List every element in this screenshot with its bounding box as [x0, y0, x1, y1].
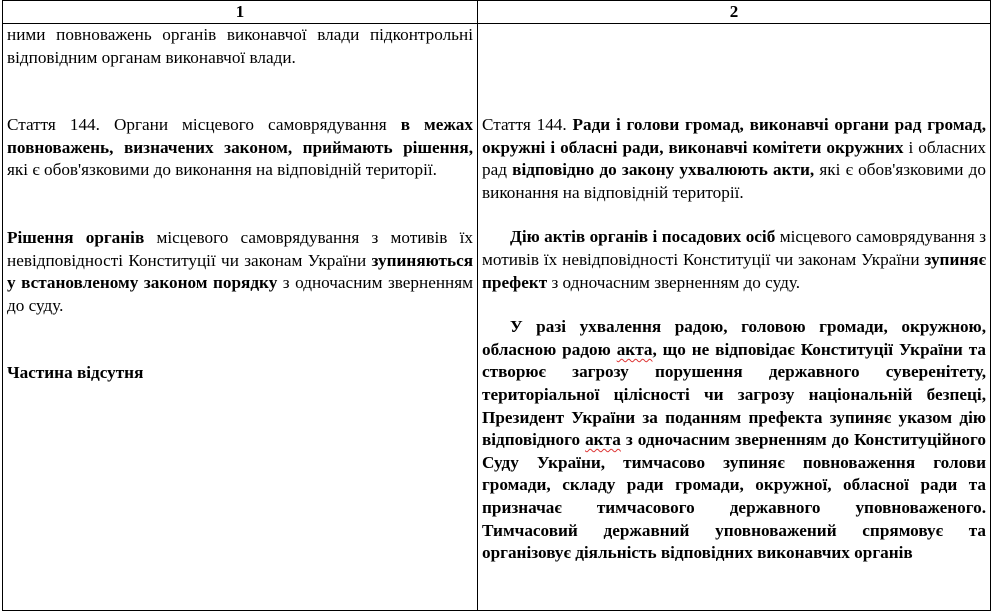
text-run: ними повноважень органів виконавчої влади підконтрольні відповідним органам виконавчої влади.	[7, 25, 473, 67]
bold-text-run: У разі ухвалення радою, головою громади, окружною, обласною радою	[482, 317, 986, 359]
left-column	[3, 24, 478, 611]
bold-text-run: відповідно до закону ухвалюють акти,	[512, 160, 815, 180]
right-paragraph-president	[482, 316, 986, 565]
text-run: з одночасним зверненням до суду.	[547, 272, 801, 292]
text-run: місцевого самоврядування з мотивів їх невідповідності Конституції чи законам України	[7, 227, 473, 270]
right-column	[478, 24, 991, 611]
right-paragraph-article-144	[482, 114, 986, 204]
header-row	[3, 1, 991, 24]
comparison-table	[2, 0, 991, 611]
content-row	[3, 24, 991, 611]
left-paragraph-missing	[7, 362, 473, 385]
text-run: і обласних рад	[482, 137, 986, 180]
bold-text-run: з одночасним зверненням до Конституційного Суду України, тимчасово зупиняє повноваження голови громади, складу ради громади, окружної, обласної ради та призначає тимчасового державного уповноваженого. Тимчасовий державний уповноважений спрямовує та організовує діяльність відповідних виконавчих органів	[482, 430, 987, 563]
text-run: з одночасним зверненням до суду.	[7, 273, 473, 315]
text-run: Стаття 144. Органи місцевого самоврядування	[7, 115, 401, 135]
bold-text-run: акта	[616, 339, 653, 359]
column-header-2: 2	[478, 1, 991, 24]
text-run: які є обов'язковими до виконання на відповідній території.	[482, 160, 987, 202]
bold-text-run: , що не відповідає Конституції України та створює загрозу порушення державного суверенітету, територіальної цілісності чи загрозу національній безпеці, Президент України за поданням префекта зупиняє указом дію відповідного	[482, 339, 986, 450]
bold-text-run: Ради і голови громад, виконавчі органи рад громад, окружні і обласні ради, виконавчі комітети окружних	[482, 115, 987, 157]
right-paragraph-acts	[482, 226, 986, 294]
text-run: які є обов'язковими до виконання на відповідній території.	[7, 160, 437, 180]
left-paragraph-1	[7, 24, 473, 69]
column-header-1: 1	[3, 1, 478, 24]
left-paragraph-decisions	[7, 227, 473, 317]
left-paragraph-article-144	[7, 114, 473, 182]
bold-text-run: Дію актів органів і посадових осіб	[510, 227, 776, 247]
bold-text-run: зупиняються у встановленому законом порядку	[7, 250, 473, 293]
bold-text-run: Рішення органів	[7, 227, 145, 247]
bold-text-run: в межах повноважень, визначених законом, приймають рішення,	[7, 115, 473, 157]
bold-text-run: акта	[585, 430, 621, 450]
bold-text-run: Частина відсутня	[7, 363, 144, 383]
bold-text-run: зупиняє префект	[482, 249, 986, 292]
text-run: Стаття 144.	[482, 115, 573, 134]
text-run: місцевого самоврядування з мотивів їх невідповідності Конституції чи законам України	[482, 227, 986, 269]
